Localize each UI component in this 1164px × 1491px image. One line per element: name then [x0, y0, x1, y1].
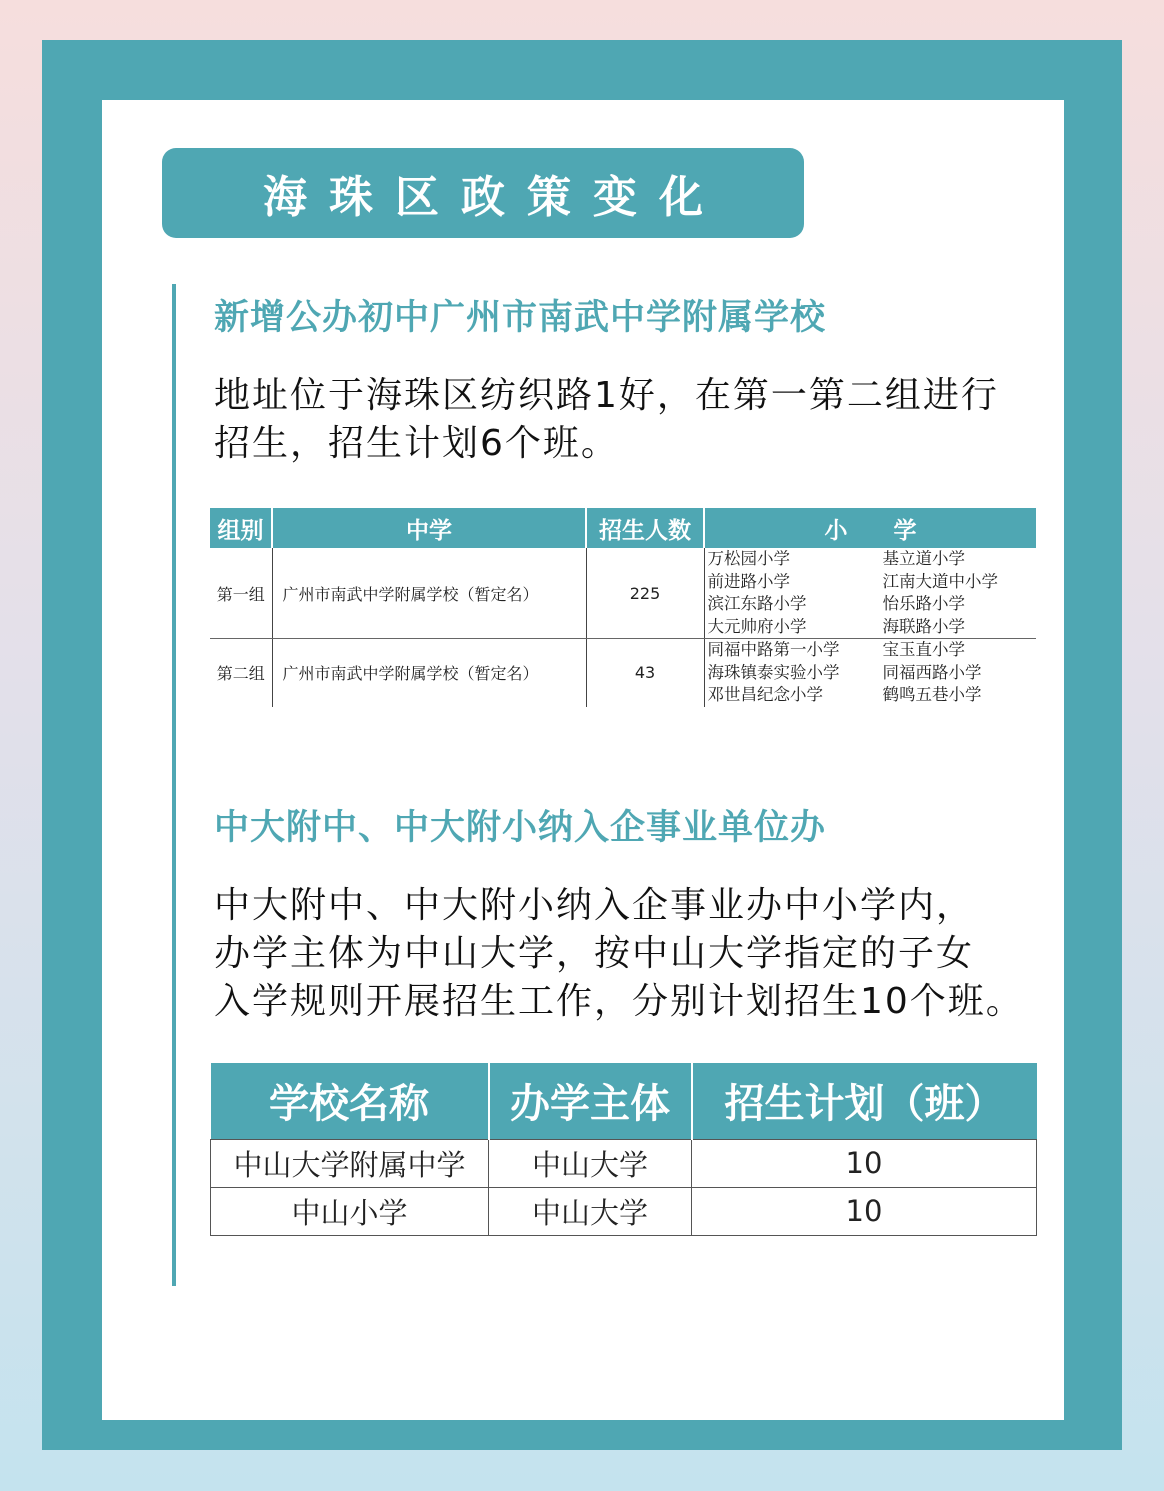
table-row — [211, 1139, 1037, 1187]
cell-operator: 中山大学 — [489, 1187, 692, 1235]
primary-school: 大元帅府小学 — [707, 616, 807, 636]
primary-school: 前进路小学 — [707, 571, 790, 591]
primary-school: 滨江东路小学 — [707, 594, 807, 613]
header-school-name: 学校名称 — [211, 1063, 489, 1139]
cell-middle-school: 广州市南武中学附属学校（暂定名） — [272, 548, 586, 639]
cell-middle-school: 广州市南武中学附属学校（暂定名） — [272, 639, 586, 707]
cell-operator: 中山大学 — [489, 1139, 692, 1187]
section1-paragraph-line: 招生，招生计划6个班。 — [214, 423, 619, 464]
primary-school: 海珠镇泰实验小学 — [707, 662, 840, 682]
primary-school: 同福西路小学 — [882, 662, 982, 682]
cell-plan: 10 — [692, 1187, 1037, 1235]
cell-school-name: 中山小学 — [211, 1187, 489, 1235]
table-row — [211, 1187, 1037, 1235]
section1-heading: 新增公办初中广州市南武中学附属学校 — [214, 298, 827, 338]
section2-paragraph-line: 中大附中、中大附小纳入企事业办中小学内， — [214, 885, 975, 926]
header-primary-schools: 小 学 — [704, 508, 1036, 548]
primary-school: 同福中路第一小学 — [707, 640, 840, 659]
table-header-row — [211, 1063, 1037, 1139]
enrollment-groups-table — [210, 508, 1036, 707]
primary-school: 鹤鸣五巷小学 — [882, 685, 982, 704]
vertical-accent-line — [172, 284, 176, 1286]
header-count: 招生人数 — [586, 508, 704, 548]
cell-group: 第二组 — [210, 639, 272, 707]
table-row — [210, 639, 1036, 707]
cell-group: 第一组 — [210, 548, 272, 639]
cell-count: 225 — [586, 548, 704, 639]
primary-school: 宝玉直小学 — [882, 640, 965, 659]
section1-paragraph — [214, 372, 1034, 468]
page-title: 海珠区政策变化 — [162, 148, 804, 238]
header-group: 组别 — [210, 508, 272, 548]
cell-count: 43 — [586, 639, 704, 707]
cell-plan: 10 — [692, 1139, 1037, 1187]
cell-school-name: 中山大学附属中学 — [211, 1139, 489, 1187]
primary-school: 万松园小学 — [707, 549, 790, 568]
section2-heading: 中大附中、中大附小纳入企事业单位办 — [214, 808, 827, 848]
section2-paragraph-line: 入学规则开展招生工作，分别计划招生10个班。 — [214, 981, 1024, 1022]
header-plan: 招生计划（班） — [692, 1063, 1037, 1139]
primary-school: 江南大道中小学 — [882, 571, 998, 591]
section2-paragraph-line: 办学主体为中山大学，按中山大学指定的子女 — [214, 933, 975, 974]
table-header-row — [210, 508, 1036, 548]
primary-school: 邓世昌纪念小学 — [707, 685, 823, 704]
section1-paragraph-line: 地址位于海珠区纺织路1好，在第一第二组进行 — [214, 375, 999, 416]
primary-school: 怡乐路小学 — [882, 594, 965, 613]
table-row — [210, 548, 1036, 639]
primary-school: 基立道小学 — [882, 549, 965, 568]
header-middle-school: 中学 — [272, 508, 586, 548]
school-plan-table — [210, 1063, 1037, 1236]
header-operator: 办学主体 — [489, 1063, 692, 1139]
section2-paragraph — [214, 882, 1034, 1026]
cell-primary-schools — [704, 548, 1036, 639]
primary-school: 海联路小学 — [882, 616, 965, 636]
cell-primary-schools — [704, 639, 1036, 707]
